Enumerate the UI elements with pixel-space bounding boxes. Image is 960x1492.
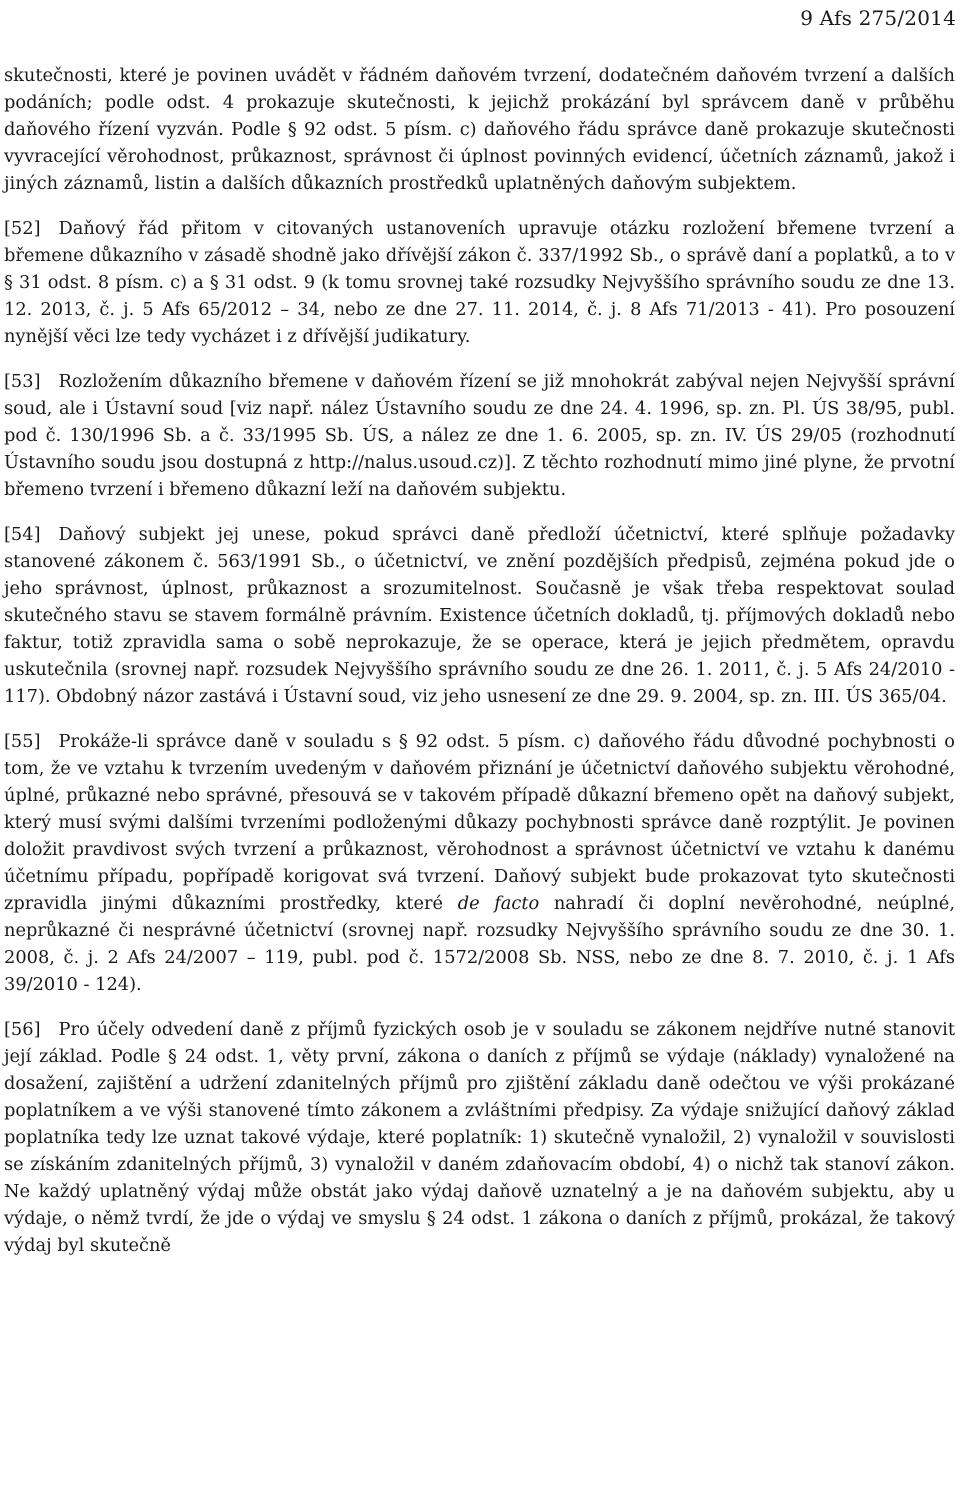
paragraph-text: Prokáže-li správce daně v souladu s § 92 odst. 5 písm. c) daňového řádu důvodné pochybnosti o tom, že ve vztahu k tvrzením uvedeným v daňovém přiznání je účetnictví daňového subjektu věrohodné, úplné, průkazné nebo správné, přesouvá se v takovém případě důkazní břemeno opět na daňový subjekt, který musí svými dalšími tvrzeními podloženými důkazy pochybnosti správce daně rozptýlit. Je povinen doložit pravdivost svých tvrzení a průkaznost, věrohodnost a správnost účetnictví ve vztahu k danému účetnímu případu, popřípadě korigovat svá tvrzení. Daňový subjekt bude prokazovat tyto skutečnosti zpravidla jinými důkazními prostředky, které (4, 731, 955, 914)
paragraph-italic-text: de facto (457, 893, 540, 914)
paragraph-55 (4, 728, 955, 998)
paragraph-continuation (4, 62, 955, 197)
paragraph-text: Daňový řád přitom v citovaných ustanoveních upravuje otázku rozložení břemene tvrzení a břemene důkazního v zásadě shodně jako dřívější zákon č. 337/1992 Sb., o správě daní a poplatků, a to v § 31 odst. 8 písm. c) a § 31 odst. 9 (k tomu srovnej také rozsudky Nejvyššího správního soudu ze dne 13. 12. 2013, č. j. 5 Afs 65/2012 – 34, nebo ze dne 27. 11. 2014, č. j. 8 Afs 71/2013 - 41). Pro posouzení nynější věci lze tedy vycházet i z dřívější judikatury. (4, 218, 955, 347)
paragraph-number: [56] (4, 1019, 41, 1040)
paragraph-54 (4, 521, 955, 710)
paragraph-text: Pro účely odvedení daně z příjmů fyzických osob je v souladu se zákonem nejdříve nutné stanovit její základ. Podle § 24 odst. 1, věty první, zákona o daních z příjmů se výdaje (náklady) vynaložené na dosažení, zajištění a udržení zdanitelných příjmů pro zjištění základu daně odečtou ve výši prokázané poplatníkem a ve výši stanovené tímto zákonem a zvláštními předpisy. Za výdaje snižující daňový základ poplatníka tedy lze uznat takové výdaje, které poplatník: 1) skutečně vynaložil, 2) vynaložil v souvislosti se získáním zdanitelných příjmů, 3) vynaložil v daném zdaňovacím období, 4) o nichž tak stanoví zákon. Ne každý uplatněný výdaj může obstát jako výdaj daňově uznatelný a je na daňovém subjektu, aby u výdaje, o němž tvrdí, že jde o výdaj ve smyslu § 24 odst. 1 zákona o daních z příjmů, prokázal, že takový výdaj byl skutečně (4, 1019, 955, 1256)
paragraph-text: Rozložením důkazního břemene v daňovém řízení se již mnohokrát zabýval nejen Nejvyšší správní soud, ale i Ústavní soud [viz např. nález Ústavního soudu ze dne 24. 4. 1996, sp. zn. Pl. ÚS 38/95, publ. pod č. 130/1996 Sb. a č. 33/1995 Sb. ÚS, a nález ze dne 1. 6. 2005, sp. zn. IV. ÚS 29/05 (rozhodnutí Ústavního soudu jsou dostupná z http://nalus.usoud.cz)]. Z těchto rozhodnutí mimo jiné plyne, že prvotní břemeno tvrzení i břemeno důkazní leží na daňovém subjektu. (4, 371, 955, 500)
paragraph-number: [55] (4, 731, 41, 752)
paragraph-56 (4, 1016, 955, 1259)
paragraph-text: nahradí či doplní nevěrohodné, neúplné, neprůkazné či nesprávné účetnictví (srovnej např. rozsudky Nejvyššího správního soudu ze dne 30. 1. 2008, č. j. 2 Afs 24/2007 – 119, publ. pod č. 1572/2008 Sb. NSS, nebo ze dne 8. 7. 2010, č. j. 1 Afs 39/2010 - 124). (4, 893, 955, 995)
paragraph-number: [54] (4, 524, 41, 545)
paragraph-text: skutečnosti, které je povinen uvádět v řádném daňovém tvrzení, dodatečném daňovém tvrzení a dalších podáních; podle odst. 4 prokazuje skutečnosti, k jejichž prokázání byl správcem daně v průběhu daňového řízení vyzván. Podle § 92 odst. 5 písm. c) daňového řádu správce daně prokazuje skutečnosti vyvracející věrohodnost, průkaznost, správnost či úplnost povinných evidencí, účetních záznamů, jakož i jiných záznamů, listin a dalších důkazních prostředků uplatněných daňovým subjektem. (4, 65, 955, 194)
paragraph-53 (4, 368, 955, 503)
paragraph-number: [52] (4, 218, 41, 239)
paragraph-text: Daňový subjekt jej unese, pokud správci daně předloží účetnictví, které splňuje požadavky stanovené zákonem č. 563/1991 Sb., o účetnictví, ve znění pozdějších předpisů, zejména pokud jde o jeho správnost, úplnost, průkaznost a srozumitelnost. Současně je však třeba respektovat soulad skutečného stavu se stavem formálně právním. Existence účetních dokladů, tj. příjmových dokladů nebo faktur, totiž zpravidla sama o sobě neprokazuje, že se operace, která je jejich předmětem, opravdu uskutečnila (srovnej např. rozsudek Nejvyššího správního soudu ze dne 26. 1. 2011, č. j. 5 Afs 24/2010 - 117). Obdobný názor zastává i Ústavní soud, viz jeho usnesení ze dne 29. 9. 2004, sp. zn. III. ÚS 365/04. (4, 524, 955, 707)
paragraph-number: [53] (4, 371, 41, 392)
document-body (4, 62, 955, 1277)
page-header-case-number: 9 Afs 275/2014 (800, 6, 956, 30)
paragraph-52 (4, 215, 955, 350)
